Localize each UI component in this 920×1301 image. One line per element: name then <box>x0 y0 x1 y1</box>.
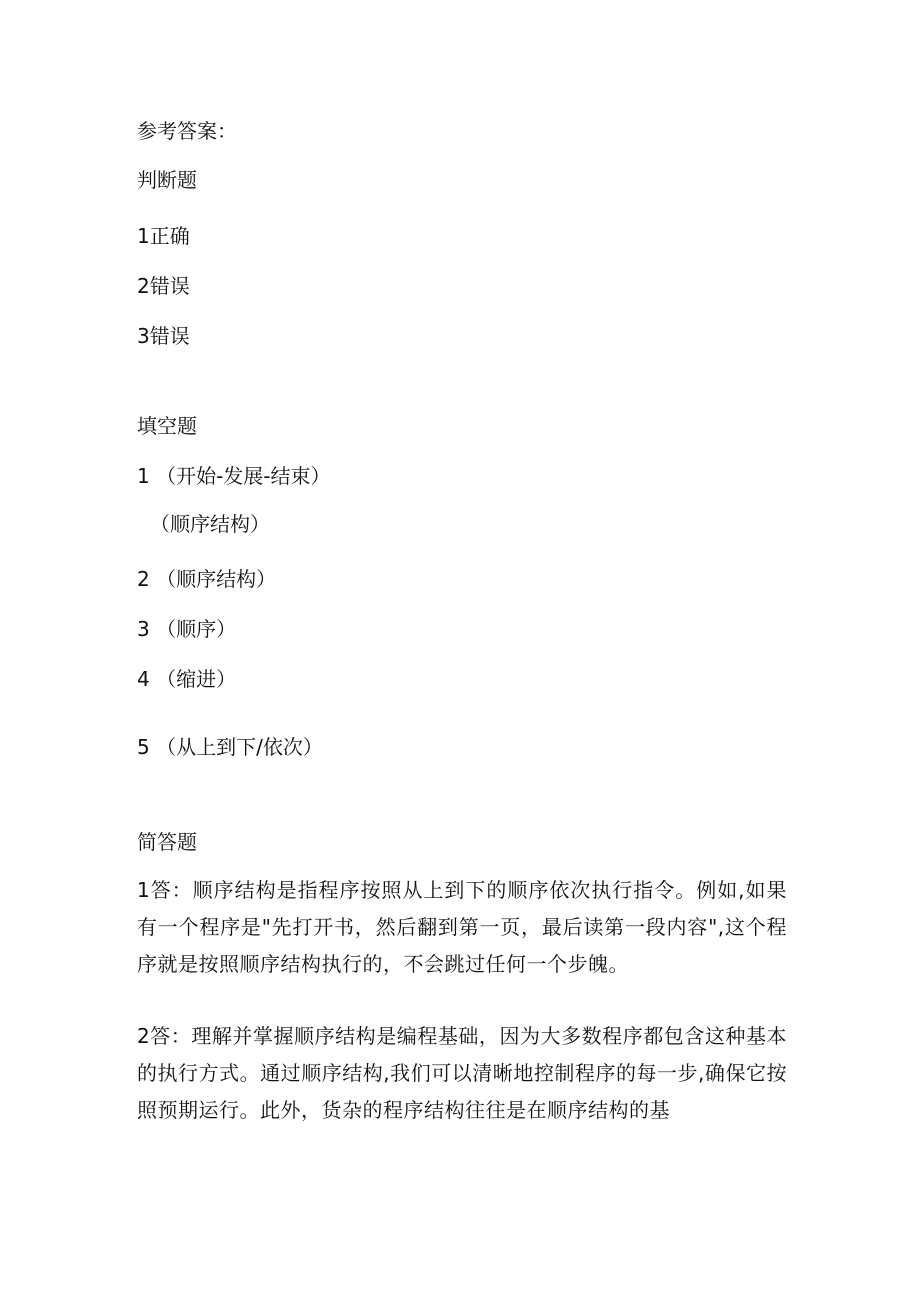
page-title: 参考答案： <box>137 119 237 143</box>
judgment-heading: 判断题 <box>137 168 197 192</box>
short-answer-1: 1答：顺序结构是指程序按照从上到下的顺序依次执行指令。例如,如果有一个程序是"先打开书，然后翻到第一页，最后读第一段内容",这个程序就是按照顺序结构执行的，不会跳过任何一个步魄。 <box>137 878 787 976</box>
fill-blank-answer-1: 1 （开始-发展-结束） <box>137 464 331 488</box>
fill-blank-heading: 填空题 <box>137 414 197 438</box>
short-answer-2: 2答：理解并掌握顺序结构是编程基础，因为大多数程序都包含这种基本的执行方式。通过顺序结构,我们可以清晰地控制程序的每一步,确保它按照预期运行。此外，货杂的程序结构往往是在顺序结构的基 <box>137 1024 787 1122</box>
fill-blank-answer-3: 3 （顺序） <box>137 617 237 641</box>
judgment-answer-2: 2错误 <box>137 274 190 298</box>
short-answer-heading: 简答题 <box>137 830 197 854</box>
judgment-answer-3: 3错误 <box>137 324 190 348</box>
fill-blank-answer-2: 2 （顺序结构） <box>137 567 277 591</box>
judgment-answer-1: 1正确 <box>137 224 190 248</box>
fill-blank-answer-5: 5 （从上到下/依次） <box>137 735 323 759</box>
fill-blank-answer-4: 4 （缩进） <box>137 667 237 691</box>
fill-blank-answer-1b: （顺序结构） <box>150 512 270 536</box>
